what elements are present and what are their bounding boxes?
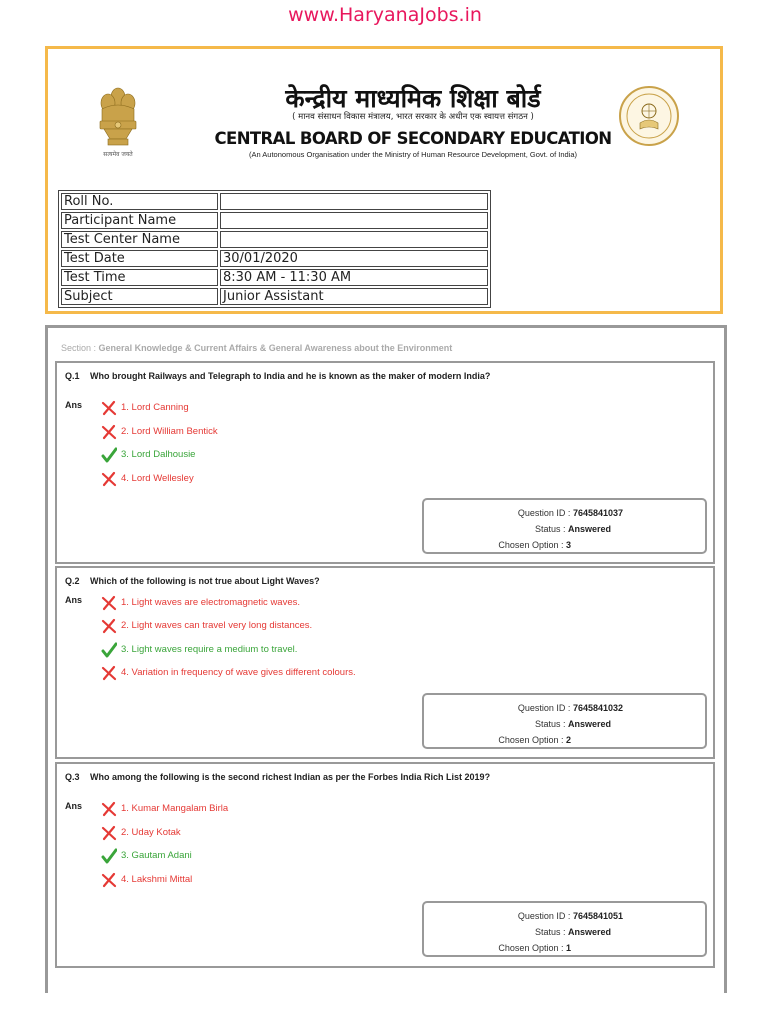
chosen-option-row — [498, 943, 571, 953]
wrong-cross-icon — [101, 471, 117, 487]
status-value: Answered — [567, 927, 611, 937]
question-id-label: Question ID : — [517, 508, 571, 518]
question-id-value: 7645841032 — [572, 703, 623, 713]
chosen-option-label: Chosen Option : — [498, 943, 564, 953]
question-meta-box — [422, 693, 707, 749]
info-label: Test Center Name — [61, 231, 218, 248]
question-number: Q.2 — [65, 576, 80, 586]
wrong-cross-icon — [101, 872, 117, 888]
answer-label: Ans — [65, 595, 83, 605]
status-label: Status : — [534, 927, 566, 937]
question-block — [55, 566, 715, 759]
board-title-english: CENTRAL BOARD OF SECONDARY EDUCATION — [214, 129, 612, 148]
question-text: Who brought Railways and Telegraph to India and he is known as the maker of modern India? — [90, 371, 491, 381]
answer-label: Ans — [65, 400, 83, 410]
chosen-option-label: Chosen Option : — [498, 540, 564, 550]
option-text: 1. Kumar Mangalam Birla — [121, 803, 229, 814]
candidate-info-table — [58, 190, 491, 308]
chosen-option-row — [498, 540, 571, 550]
info-row — [61, 212, 488, 229]
section-name: General Knowledge & Current Affairs & General Awareness about the Environment — [98, 343, 453, 353]
question-id-value: 7645841037 — [572, 508, 623, 518]
wrong-cross-icon — [101, 665, 117, 681]
option-text: 1. Light waves are electromagnetic waves. — [121, 597, 301, 608]
wrong-cross-icon — [101, 825, 117, 841]
question-id-row — [518, 911, 623, 921]
option-text: 1. Lord Canning — [121, 402, 189, 413]
chosen-option-value: 3 — [565, 540, 571, 550]
answer-label: Ans — [65, 801, 83, 811]
info-value: Junior Assistant — [220, 288, 488, 305]
chosen-option-value: 2 — [565, 735, 571, 745]
question-number: Q.3 — [65, 772, 80, 782]
cbse-seal-icon — [618, 85, 680, 147]
correct-check-icon — [101, 447, 117, 463]
question-id-label: Question ID : — [517, 911, 571, 921]
wrong-cross-icon — [101, 618, 117, 634]
board-subtitle-hindi: ( मानव संसाधन विकास मंत्रालय, भारत सरकार के अधीन एक स्वायत्त संगठन ) — [292, 112, 534, 122]
info-row — [61, 269, 488, 286]
info-row — [61, 288, 488, 305]
question-meta-box — [422, 498, 707, 554]
question-text: Who among the following is the second richest Indian as per the Forbes India Rich List 2019? — [90, 772, 491, 782]
option-text: 4. Lakshmi Mittal — [121, 874, 193, 885]
section-title — [61, 343, 452, 353]
chosen-option-value: 1 — [565, 943, 571, 953]
status-row — [535, 524, 611, 534]
option-text: 3. Gautam Adani — [121, 850, 192, 861]
option-text: 4. Lord Wellesley — [121, 473, 194, 484]
info-value — [220, 231, 488, 248]
info-label: Roll No. — [61, 193, 218, 210]
info-label: Subject — [61, 288, 218, 305]
info-row — [61, 193, 488, 210]
wrong-cross-icon — [101, 595, 117, 611]
option-text: 2. Uday Kotak — [121, 827, 181, 838]
info-value — [220, 212, 488, 229]
info-value: 8:30 AM - 11:30 AM — [220, 269, 488, 286]
question-block — [55, 762, 715, 968]
option-text: 4. Variation in frequency of wave gives different colours. — [121, 667, 356, 678]
option-text: 2. Light waves can travel very long distances. — [121, 620, 313, 631]
chosen-option-row — [498, 735, 571, 745]
question-id-value: 7645841051 — [572, 911, 623, 921]
option-text: 3. Lord Dalhousie — [121, 449, 196, 460]
info-value: 30/01/2020 — [220, 250, 488, 267]
status-row — [535, 719, 611, 729]
board-subtitle-english: (An Autonomous Organisation under the Ministry of Human Resource Development, Govt. of India) — [248, 150, 578, 159]
option-text: 2. Lord William Bentick — [121, 426, 218, 437]
question-text: Which of the following is not true about Light Waves? — [90, 576, 320, 586]
question-block — [55, 361, 715, 564]
status-value: Answered — [567, 524, 611, 534]
question-id-row — [518, 508, 623, 518]
wrong-cross-icon — [101, 801, 117, 817]
info-row — [61, 250, 488, 267]
wrong-cross-icon — [101, 400, 117, 416]
status-value: Answered — [567, 719, 611, 729]
status-label: Status : — [534, 719, 566, 729]
chosen-option-label: Chosen Option : — [498, 735, 564, 745]
info-label: Test Time — [61, 269, 218, 286]
info-label: Participant Name — [61, 212, 218, 229]
question-meta-box — [422, 901, 707, 957]
wrong-cross-icon — [101, 424, 117, 440]
status-label: Status : — [534, 524, 566, 534]
info-value — [220, 193, 488, 210]
emblem-caption: सत्यमेव जयते — [103, 151, 133, 158]
correct-check-icon — [101, 848, 117, 864]
question-id-row — [518, 703, 623, 713]
header-box — [45, 46, 723, 314]
site-url[interactable]: www.HaryanaJobs.in — [288, 4, 482, 26]
status-row — [535, 927, 611, 937]
question-number: Q.1 — [65, 371, 80, 381]
option-text: 3. Light waves require a medium to travel. — [121, 644, 298, 655]
board-title-hindi: केन्द्रीय माध्यमिक शिक्षा बोर्ड — [285, 84, 541, 113]
info-label: Test Date — [61, 250, 218, 267]
question-id-label: Question ID : — [517, 703, 571, 713]
section-label: Section : — [61, 343, 97, 353]
correct-check-icon — [101, 642, 117, 658]
info-row — [61, 231, 488, 248]
